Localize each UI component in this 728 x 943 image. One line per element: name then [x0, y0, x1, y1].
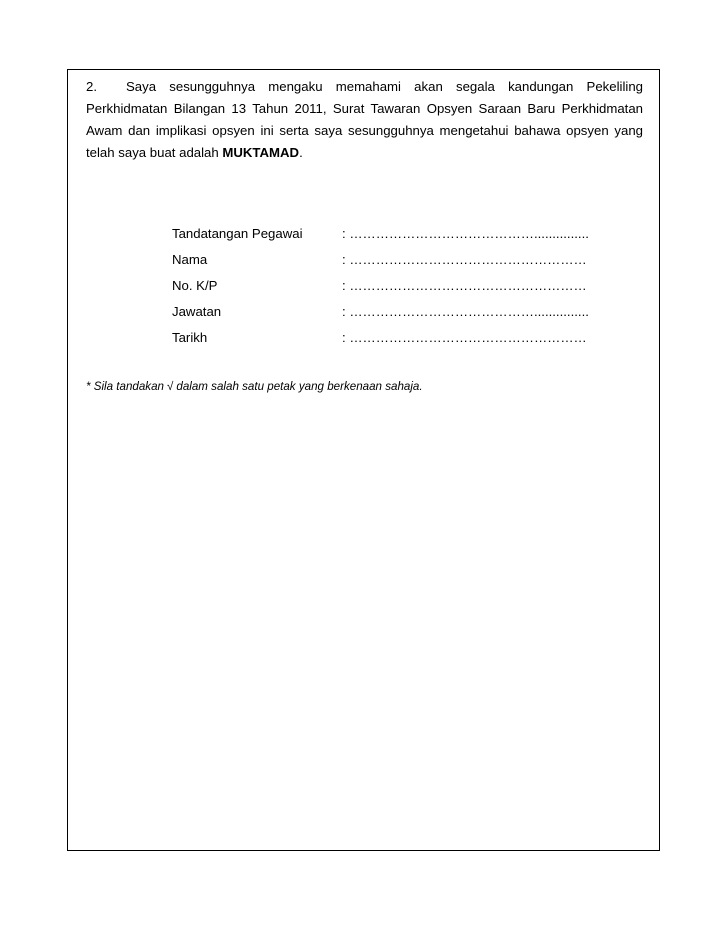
declaration-paragraph — [86, 76, 643, 164]
check-mark-icon: √ — [167, 380, 174, 393]
field-row-no-kp — [0, 276, 728, 296]
instruction-note — [86, 378, 423, 396]
field-row-nama — [0, 250, 728, 270]
field-row-tandatangan — [0, 224, 728, 244]
field-value-nama[interactable]: : ……………………………………………… — [342, 252, 587, 267]
paragraph-number: 2. — [86, 79, 97, 94]
form-border — [67, 69, 660, 851]
field-value-tarikh[interactable]: : ……………………………………………… — [342, 330, 587, 345]
declaration-emphasis: MUKTAMAD — [222, 145, 300, 160]
field-label-tarikh: Tarikh — [172, 330, 208, 345]
field-row-jawatan — [0, 302, 728, 322]
field-value-tandatangan[interactable]: : ……………………………………............... — [342, 226, 589, 241]
note-prefix: * Sila tandakan — [86, 380, 164, 393]
field-label-no-kp: No. K/P — [172, 278, 218, 293]
note-suffix: dalam salah satu petak yang berkenaan sahaja. — [176, 380, 423, 393]
field-row-tarikh — [0, 328, 728, 348]
field-label-nama: Nama — [172, 252, 208, 267]
declaration-end: . — [299, 145, 303, 160]
field-label-tandatangan: Tandatangan Pegawai — [172, 226, 303, 241]
field-value-jawatan[interactable]: : ……………………………………............... — [342, 304, 589, 319]
field-label-jawatan: Jawatan — [172, 304, 222, 319]
field-value-no-kp[interactable]: : ……………………………………………… — [342, 278, 587, 293]
declaration-text: Saya sesungguhnya mengaku memahami akan segala kandungan Pekeliling Perkhidmatan Bilangan 13 Tahun 2011, Surat Tawaran Opsyen Saraan Baru Perkhidmatan Awam dan implikasi opsyen ini serta saya sesungguhnya mengetahui bahawa opsyen yang telah saya buat adalah — [86, 79, 643, 160]
